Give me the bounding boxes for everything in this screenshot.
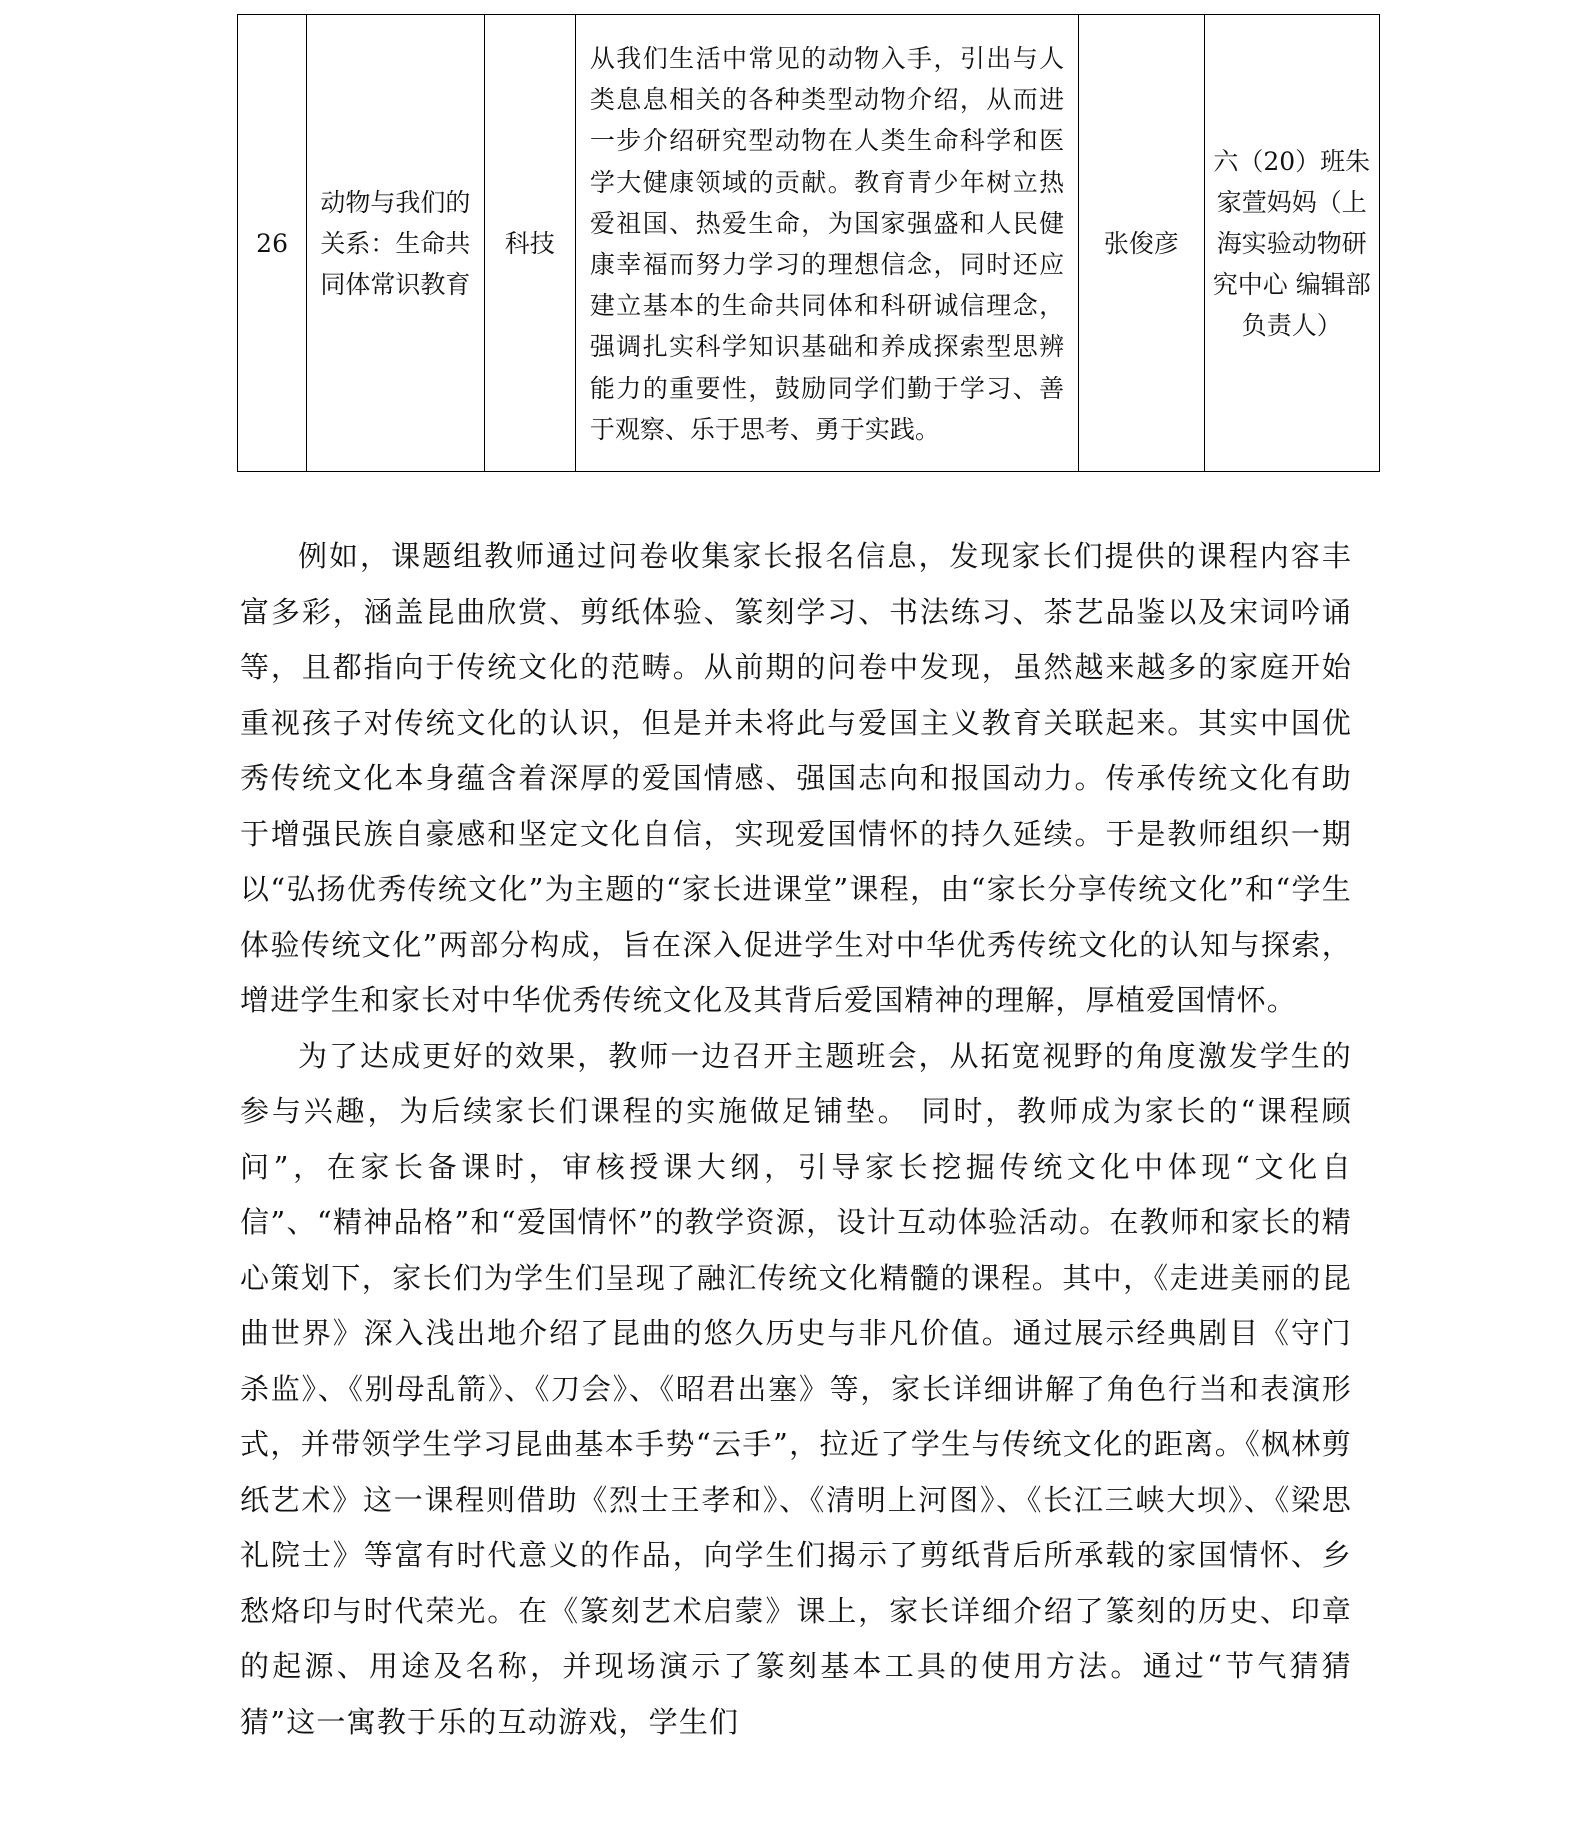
paragraph-2: 为了达成更好的效果，教师一边召开主题班会，从拓宽视野的角度激发学生的参与兴趣，为后续家长们课程的实施做足铺垫。 同时，教师成为家长的“课程顾问”，在家长备课时，审核授课大纲，引导家长挖掘传统文化中体现“文化自信”、“精神品格”和“爱国情怀”的教学资源，设计互动体验活动。在教师和家长的精心策划下，家长们为学生们呈现了融汇传统文化精髓的课程。其中，《走进美丽的昆曲世界》深入浅出地介绍了昆曲的悠久历史与非凡价值。通过展示经典剧目《守门杀监》、《别母乱箭》、《刀会》、《昭君出塞》等，家长详细讲解了角色行当和表演形式，并带领学生学习昆曲基本手势“云手”，拉近了学生与传统文化的距离。《枫林剪纸艺术》这一课程则借助《烈士王孝和》、《清明上河图》、《长江三峡大坝》、《梁思礼院士》等富有时代意义的作品，向学生们揭示了剪纸背后所承载的家国情怀、乡愁烙印与时代荣光。在《篆刻艺术启蒙》课上，家长详细介绍了篆刻的历史、印章的起源、用途及名称，并现场演示了篆刻基本工具的使用方法。通过“节气猜猜猜”这一寓教于乐的互动游戏，学生们: [240, 1038, 1352, 1739]
body-text: [240, 529, 1352, 1750]
teacher-cell: [1079, 15, 1204, 472]
description-cell: [575, 15, 1078, 472]
topic-cell: [307, 15, 484, 472]
course-topic: 动物与我们的关系：生命共同体常识教育: [320, 187, 471, 299]
lecturer-cell: [1204, 15, 1380, 472]
course-teacher: 张俊彦: [1103, 228, 1179, 258]
paragraph-1: 例如，课题组教师通过问卷收集家长报名信息，发现家长们提供的课程内容丰富多彩，涵盖昆曲欣赏、剪纸体验、篆刻学习、书法练习、茶艺品鉴以及宋词吟诵等，且都指向于传统文化的范畴。从前期的问卷中发现，虽然越来越多的家庭开始重视孩子对传统文化的认识，但是并未将此与爱国主义教育关联起来。其实中国优秀传统文化本身蕴含着深厚的爱国情感、强国志向和报国动力。传承传统文化有助于增强民族自豪感和坚定文化自信，实现爱国情怀的持久延续。于是教师组织一期以“弘扬优秀传统文化”为主题的“家长进课堂”课程，由“家长分享传统文化”和“学生体验传统文化”两部分构成，旨在深入促进学生对中华优秀传统文化的认知与探索，增进学生和家长对中华优秀传统文化及其背后爱国精神的理解，厚植爱国情怀。: [240, 539, 1352, 1017]
row-index: 26: [256, 228, 288, 258]
course-category: 科技: [504, 228, 555, 258]
row-index-cell: [238, 15, 307, 472]
course-lecturer: 六（20）班朱家萱妈妈（上海实验动物研究中心 编辑部负责人）: [1212, 146, 1371, 340]
category-cell: [484, 15, 575, 472]
table-row: [238, 15, 1380, 472]
course-table: [237, 14, 1380, 472]
course-description: 从我们生活中常见的动物入手，引出与人类息息相关的各种类型动物介绍，从而进一步介绍研究型动物在人类生命科学和医学大健康领域的贡献。教育青少年树立热爱祖国、热爱生命，为国家强盛和人民健康幸福而努力学习的理想信念，同时还应建立基本的生命共同体和科研诚信理念，强调扎实科学知识基础和养成探索型思辨能力的重要性，鼓励同学们勤于学习、善于观察、乐于思考、勇于实践。: [589, 43, 1065, 444]
